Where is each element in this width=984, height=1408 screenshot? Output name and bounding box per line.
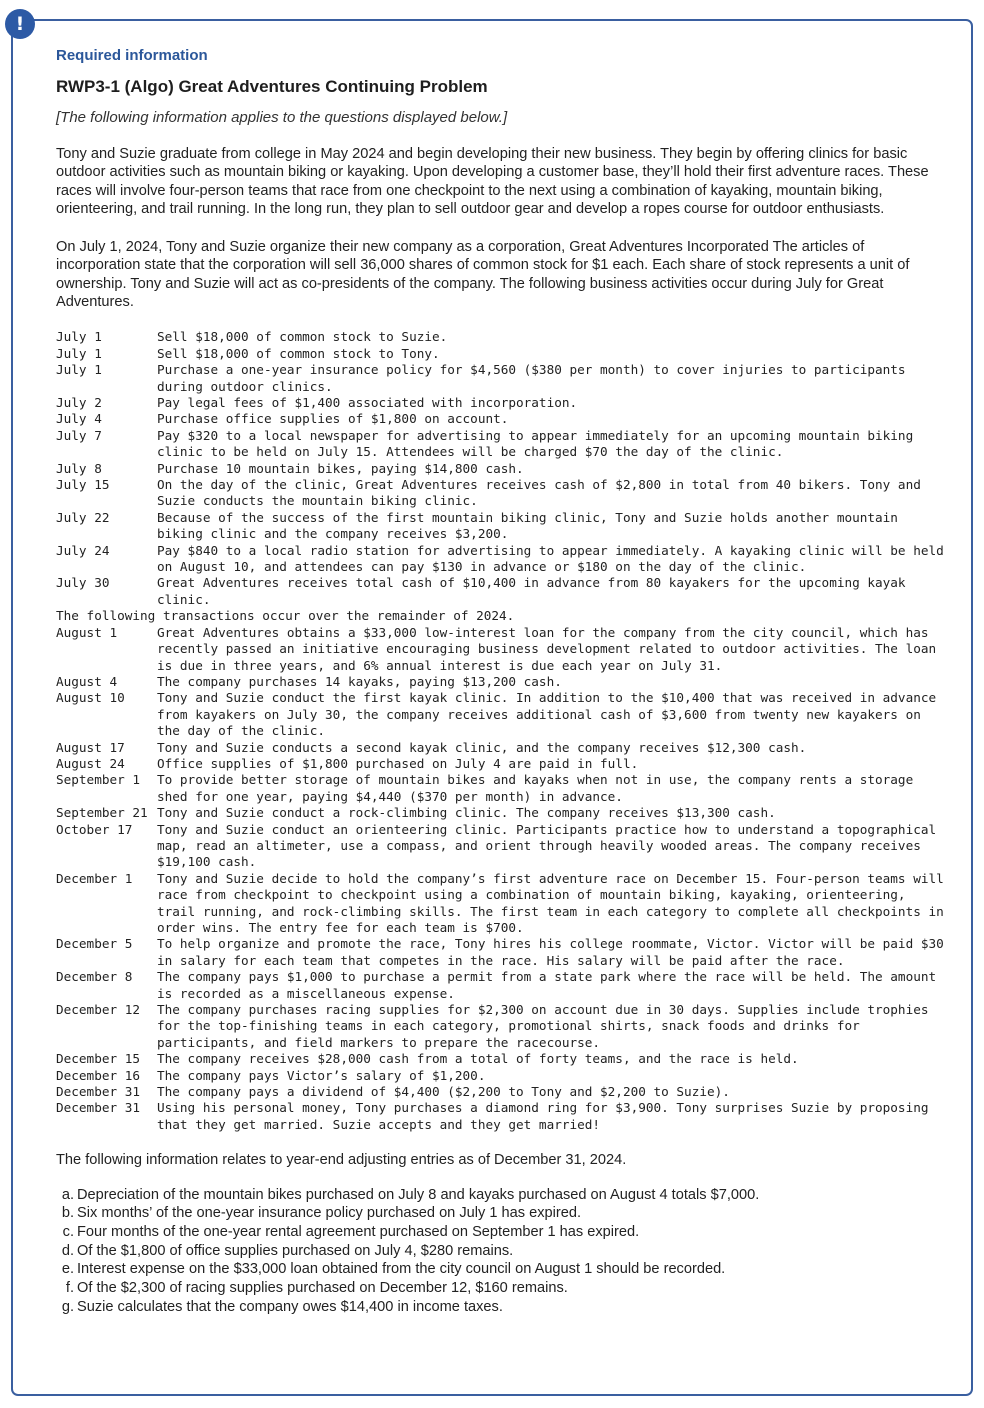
- transaction-row: [56, 329, 946, 345]
- transaction-date: July 7: [56, 427, 102, 443]
- transaction-description: To provide better storage of mountain bikes and kayaks when not in use, the company rents a storage shed for one year, paying $4,440 ($370 per month) in advance.: [157, 772, 914, 804]
- transaction-date: August 17: [56, 739, 125, 755]
- later-transactions: [56, 625, 946, 1134]
- transaction-date: December 31: [56, 1084, 141, 1100]
- transaction-date: July 8: [56, 460, 102, 476]
- transaction-date: July 4: [56, 411, 102, 427]
- transaction-description: Pay legal fees of $1,400 associated with incorporation.: [157, 395, 578, 410]
- organization-paragraph: On July 1, 2024, Tony and Suzie organize their new company as a corporation, Great Adventures Incorporated The articles of incorporation state that the corporation will sell 36,000 shares of common stock for $1 each. Each share of stock represents a unit of ownership. Tony and Suzie will act as co-presidents of the company. The following business activities occur during July for Great Adventures.: [56, 239, 910, 311]
- transaction-row: [56, 1068, 946, 1084]
- transaction-row: [56, 477, 946, 510]
- transaction-row: [56, 740, 946, 756]
- transaction-description: To help organize and promote the race, Tony hires his college roommate, Victor. Victor will be paid $30 in salary for each team that competes in the race. His salary will be paid after the race.: [157, 936, 944, 968]
- transaction-description: The company pays a dividend of $4,400 ($2,200 to Tony and $2,200 to Suzie).: [157, 1084, 730, 1100]
- transaction-date: July 1: [56, 329, 102, 345]
- adjusting-entry: [56, 1186, 946, 1205]
- transaction-description: Great Adventures receives total cash of $10,400 in advance from 80 kayakers for the upcoming kayak clinic.: [157, 575, 906, 607]
- problem-title: RWP3-1 (Algo) Great Adventures Continuing Problem: [56, 77, 488, 96]
- transaction-row: [56, 690, 946, 739]
- transaction-date: August 10: [56, 690, 125, 706]
- transaction-row: [56, 346, 946, 362]
- transaction-date: July 22: [56, 509, 110, 525]
- transaction-description: Using his personal money, Tony purchases a diamond ring for $3,900. Tony surprises Suzie by proposing that they get married. Suzie accepts and they get married!: [157, 1100, 929, 1132]
- transaction-date: September 21: [56, 805, 148, 821]
- entry-letter: c.: [62, 1223, 74, 1240]
- transaction-date: December 16: [56, 1067, 141, 1083]
- transaction-description: Purchase 10 mountain bikes, paying $14,800 cash.: [157, 460, 524, 476]
- transaction-date: December 31: [56, 1100, 141, 1116]
- transaction-description: Sell $18,000 of common stock to Suzie.: [157, 329, 448, 345]
- entry-letter: d.: [61, 1242, 74, 1259]
- content: [56, 46, 946, 1317]
- entry-text: Suzie calculates that the company owes $14,400 in income taxes.: [77, 1298, 503, 1315]
- transaction-date: October 17: [56, 821, 133, 837]
- adjusting-entry: [56, 1279, 946, 1298]
- transaction-row: [56, 428, 946, 461]
- transaction-description: Office supplies of $1,800 purchased on July 4 are paid in full.: [157, 755, 639, 771]
- transaction-row: [56, 362, 946, 395]
- entry-text: Depreciation of the mountain bikes purchased on July 8 and kayaks purchased on August 4 totals $7,000.: [77, 1186, 760, 1203]
- transaction-date: August 24: [56, 755, 125, 771]
- transaction-description: Tony and Suzie conduct an orienteering clinic. Participants practice how to understand a topographical map, read an altimeter, use a compass, and orient through heavily wooded areas. The company receives $19,100 cash.: [157, 821, 937, 870]
- adjusting-entry: [56, 1204, 946, 1223]
- transaction-date: July 1: [56, 345, 102, 361]
- transaction-row: [56, 756, 946, 772]
- adjusting-entry: [56, 1242, 946, 1261]
- transaction-description: Purchase office supplies of $1,800 on account.: [157, 411, 509, 427]
- transaction-description: The company purchases racing supplies for $2,300 on account due in 30 days. Supplies include trophies for the top-finishing teams in each category, promotional shirts, snack foods and drinks for participants, and field markers to prepare the racecourse.: [157, 1002, 929, 1050]
- transaction-row: [56, 871, 946, 937]
- transaction-row: [56, 575, 946, 608]
- transaction-description: The company purchases 14 kayaks, paying $13,200 cash.: [157, 673, 562, 689]
- transaction-description: The company pays Victor’s salary of $1,200.: [157, 1067, 486, 1083]
- entry-text: Six months’ of the one-year insurance policy purchased on July 1 has expired.: [77, 1205, 582, 1222]
- entry-letter: a.: [61, 1186, 74, 1203]
- transaction-description: Tony and Suzie conduct a rock-climbing clinic. The company receives $13,300 cash.: [157, 805, 776, 821]
- entry-letter: g.: [61, 1298, 74, 1315]
- july-transactions: [56, 329, 946, 608]
- transaction-date: December 1: [56, 870, 133, 886]
- transaction-description: Because of the success of the first mountain biking clinic, Tony and Suzie holds another mountain biking clinic and the company receives $3,200.: [157, 509, 898, 542]
- transaction-description: Tony and Suzie conduct the first kayak clinic. In addition to the $10,400 that was received in advance from kayakers on July 30, the company receives additional cash of $3,600 from twenty new kayakers on the day of the clinic.: [157, 690, 937, 739]
- entry-text: Interest expense on the $33,000 loan obtained from the city council on August 1 should be recorded.: [77, 1261, 726, 1278]
- transaction-row: [56, 461, 946, 477]
- transaction-row: [56, 411, 946, 427]
- transaction-row: [56, 674, 946, 690]
- transaction-date: July 1: [56, 362, 102, 378]
- intro-paragraph: Tony and Suzie graduate from college in May 2024 and begin developing their new business. They begin by offering clinics for basic outdoor activities such as mountain biking or kayaking. Upon developing a customer base, they’ll hold their first adventure races. These races will involve four-person teams that race from one checkpoint to the next using a combination of kayaking, mountain biking, orienteering, and trail running. In the long run, they plan to sell outdoor gear and develop a ropes course for outdoor enthusiasts.: [56, 146, 929, 217]
- transaction-date: July 30: [56, 575, 110, 591]
- applies-note: [The following information applies to the questions displayed below.]: [56, 109, 508, 126]
- transaction-date: July 24: [56, 542, 110, 558]
- adjusting-entry: [56, 1223, 946, 1242]
- entry-letter: b.: [61, 1205, 74, 1222]
- transaction-description: Tony and Suzie conducts a second kayak clinic, and the company receives $12,300 cash.: [157, 739, 807, 755]
- transaction-date: September 1: [56, 772, 141, 788]
- transaction-row: [56, 969, 946, 1002]
- alert-icon: !: [5, 9, 35, 39]
- transactions-list: [56, 329, 946, 1133]
- transaction-row: [56, 1051, 946, 1067]
- transaction-date: August 1: [56, 624, 118, 640]
- entry-letter: f.: [65, 1280, 74, 1297]
- transaction-row: [56, 772, 946, 805]
- entry-letter: e.: [61, 1261, 74, 1278]
- adjusting-entry: [56, 1298, 946, 1317]
- transaction-date: December 15: [56, 1051, 141, 1067]
- transaction-date: December 8: [56, 969, 133, 985]
- adjusting-entry: [56, 1260, 946, 1279]
- transaction-date: July 15: [56, 477, 110, 493]
- transaction-date: December 5: [56, 936, 133, 952]
- entry-text: Of the $1,800 of office supplies purchased on July 4, $280 remains.: [77, 1242, 514, 1259]
- transaction-description: Tony and Suzie decide to hold the company’s first adventure race on December 15. Four-person teams will race from checkpoint to checkpoint using a combination of mountain biking, kayaking, orienteering, trail running, and rock-climbing skills. The first team in each category to complete all checkpoints in order wins. The entry fee for each team is $700.: [157, 870, 944, 935]
- adjusting-entries-list: [56, 1186, 946, 1317]
- required-information-label: Required information: [56, 47, 208, 64]
- transaction-date: August 4: [56, 673, 118, 689]
- transaction-row: [56, 805, 946, 821]
- transaction-row: [56, 1084, 946, 1100]
- transaction-description: The company pays $1,000 to purchase a permit from a state park where the race will be held. The amount is recorded as a miscellaneous expense.: [157, 969, 937, 1001]
- transaction-date: December 12: [56, 1002, 141, 1018]
- transaction-description: Sell $18,000 of common stock to Tony.: [157, 345, 440, 361]
- transaction-row: [56, 543, 946, 576]
- transaction-row: [56, 510, 946, 543]
- transaction-description: Great Adventures obtains a $33,000 low-interest loan for the company from the city council, which has recently passed an initiative encouraging business development related to outdoor activities. The loan is due in three years, and 6% annual interest is due each year on July 31.: [157, 624, 937, 673]
- entry-text: Of the $2,300 of racing supplies purchased on December 12, $160 remains.: [77, 1280, 568, 1297]
- adjusting-intro: The following information relates to year-end adjusting entries as of December 31, 2024.: [56, 1152, 627, 1169]
- remainder-heading: The following transactions occur over the remainder of 2024.: [56, 608, 515, 624]
- transaction-date: July 2: [56, 395, 102, 410]
- transaction-row: [56, 395, 946, 411]
- transaction-description: The company receives $28,000 cash from a total of forty teams, and the race is held.: [157, 1051, 799, 1067]
- transaction-row: [56, 936, 946, 969]
- transaction-description: On the day of the clinic, Great Adventures receives cash of $2,800 in total from 40 bikers. Tony and Suzie conducts the mountain biking clinic.: [157, 477, 921, 509]
- transaction-description: Pay $840 to a local radio station for advertising to appear immediately. A kayaking clinic will be held on August 10, and attendees can pay $130 in advance or $180 on the day of the clinic.: [157, 542, 944, 575]
- entry-text: Four months of the one-year rental agreement purchased on September 1 has expired.: [77, 1223, 640, 1240]
- transaction-row: [56, 822, 946, 871]
- transaction-description: Purchase a one-year insurance policy for $4,560 ($380 per month) to cover injuries to participants during outdoor clinics.: [157, 362, 906, 394]
- transaction-row: [56, 625, 946, 674]
- transaction-row: [56, 1100, 946, 1133]
- transaction-row: [56, 1002, 946, 1051]
- transaction-description: Pay $320 to a local newspaper for advertising to appear immediately for an upcoming mountain biking clinic to be held on July 15. Attendees will be charged $70 the day of the clinic.: [157, 427, 914, 460]
